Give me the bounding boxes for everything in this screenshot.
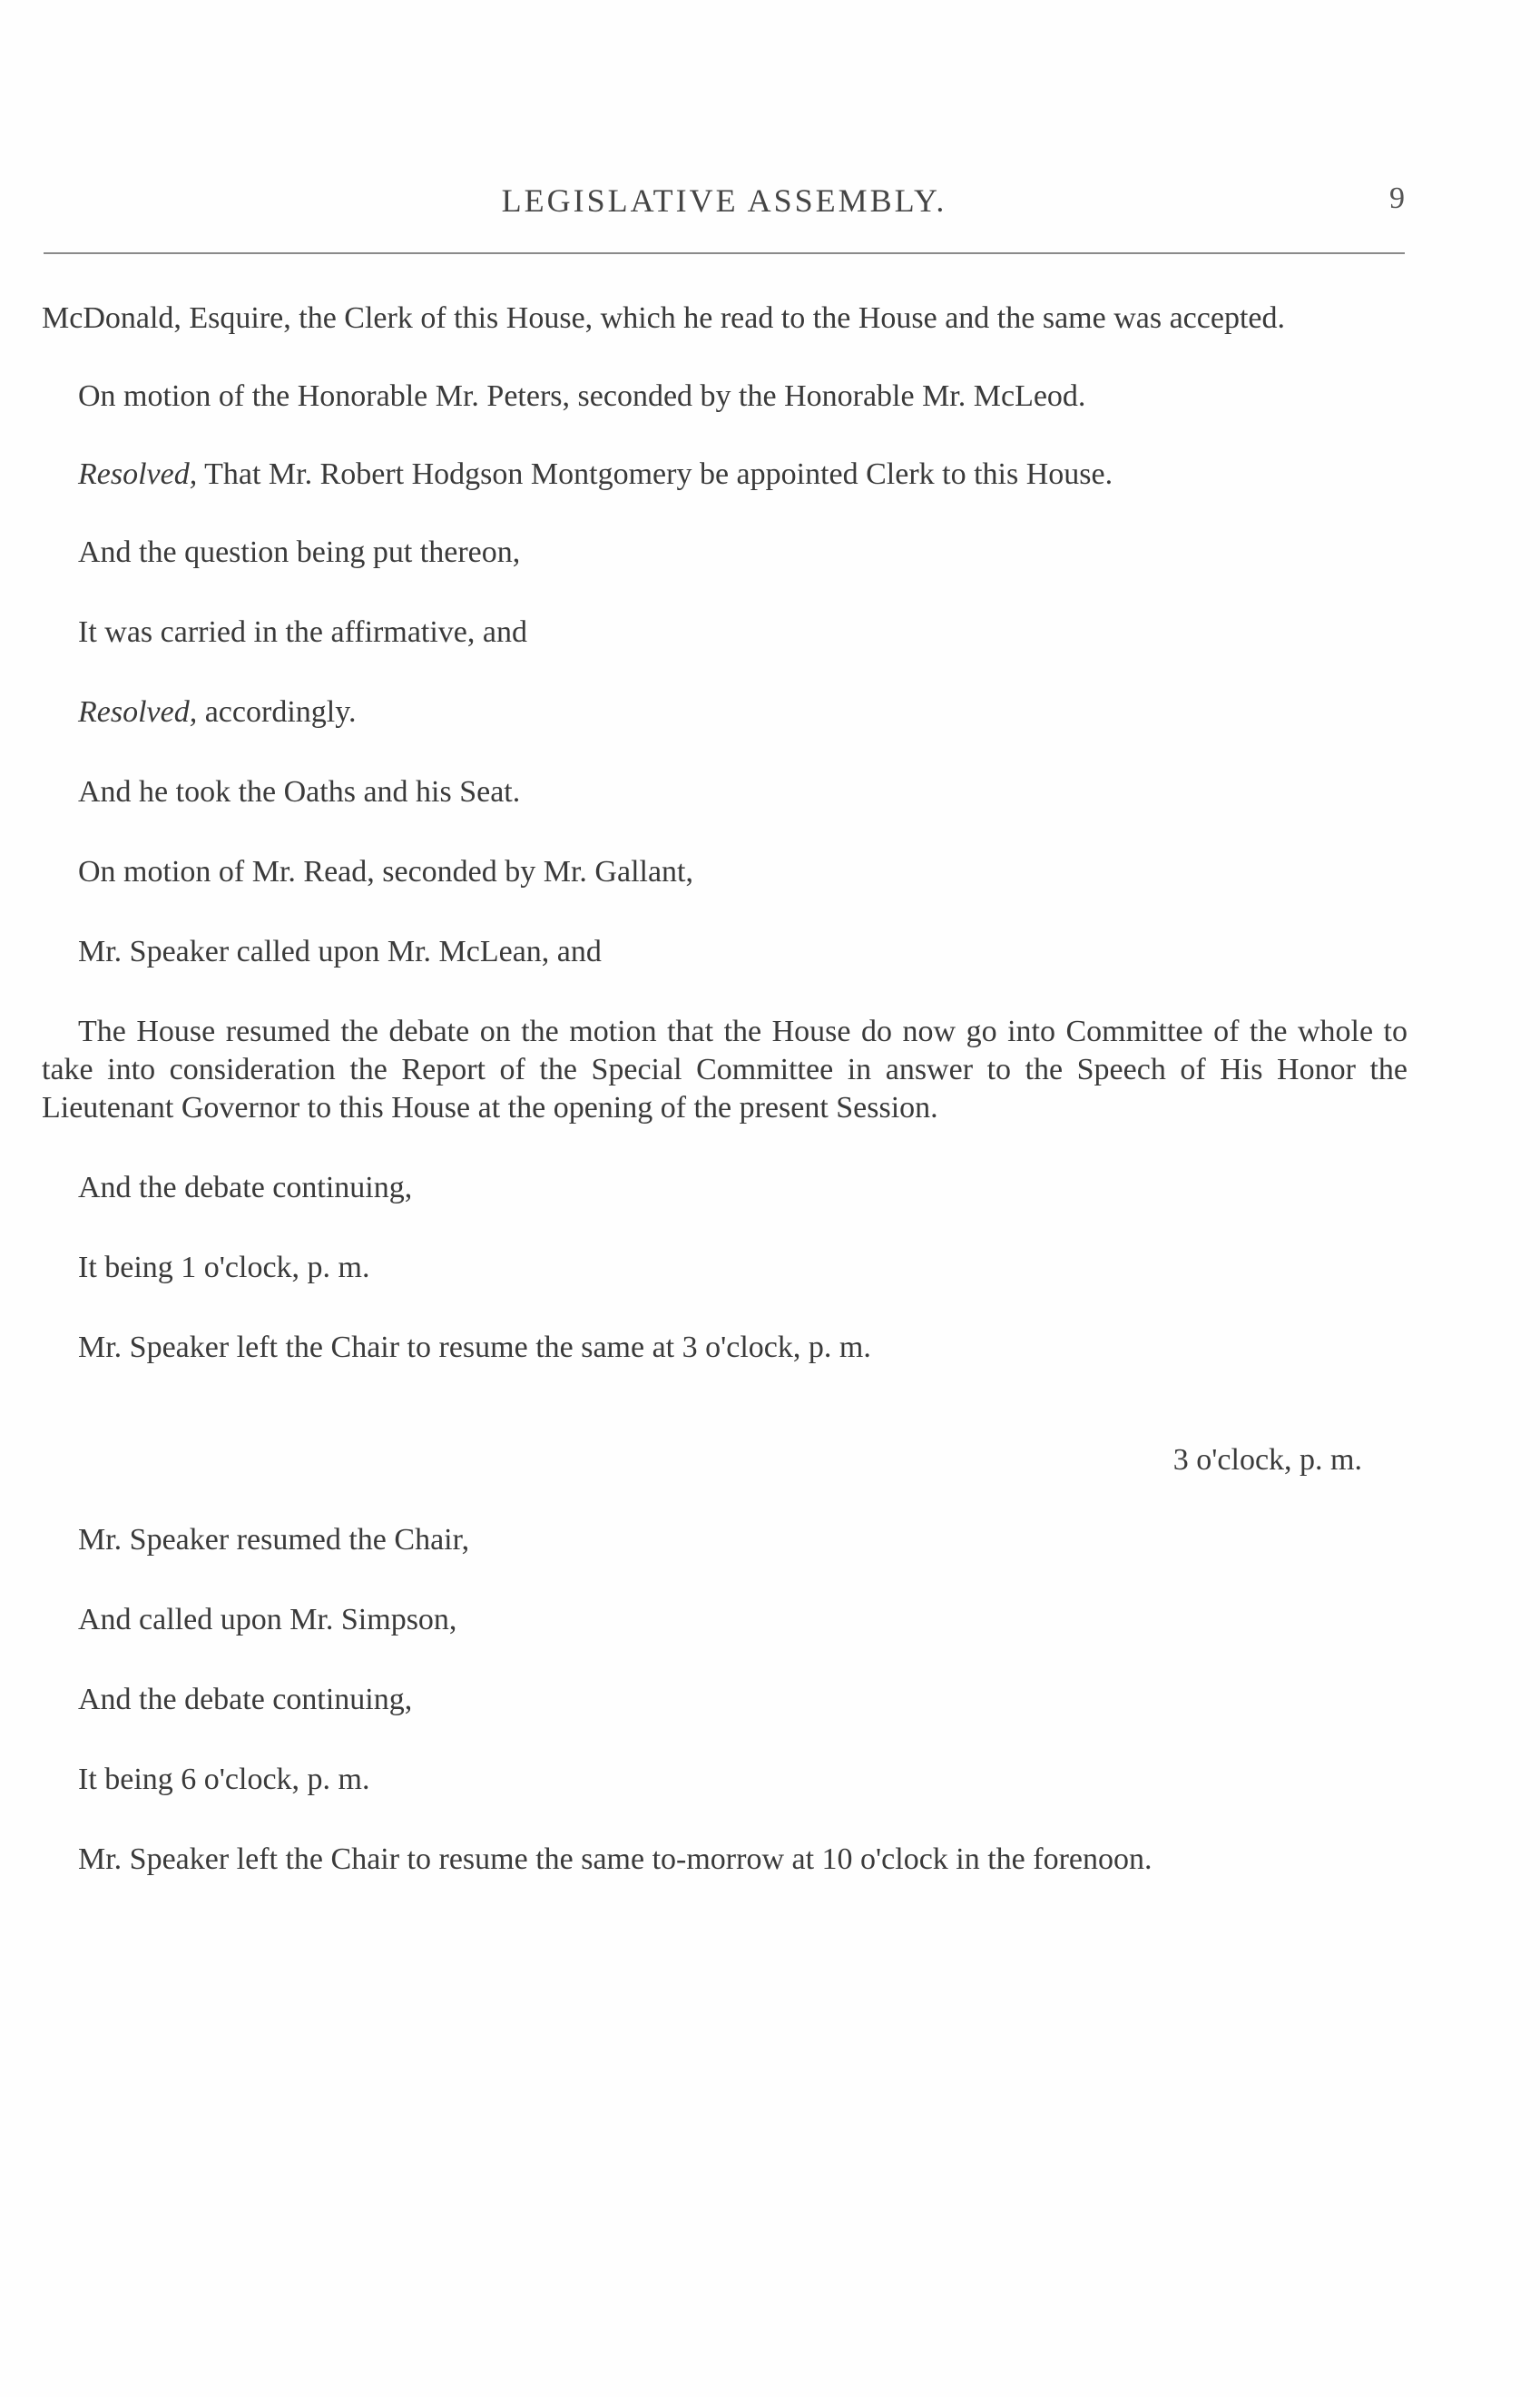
paragraph-adjournment: Mr. Speaker left the Chair to resume the same to-morrow at 10 o'clock in the forenoon. <box>78 1842 1153 1876</box>
paragraph-carried: It was carried in the affirmative, and <box>78 615 527 649</box>
resolved-text: accordingly. <box>197 695 357 729</box>
paragraph-speaker-left: Mr. Speaker left the Chair to resume the same at 3 o'clock, p. m. <box>78 1331 871 1364</box>
header-rule <box>44 252 1405 254</box>
paragraph-resolved-accordingly <box>42 693 1408 732</box>
paragraph-motion-read: On motion of Mr. Read, seconded by Mr. Gallant, <box>78 855 694 889</box>
paragraph-one-oclock: It being 1 o'clock, p. m. <box>78 1251 370 1284</box>
time-heading: 3 o'clock, p. m. <box>1172 1443 1362 1477</box>
page-number: 9 <box>1389 182 1405 215</box>
page-body <box>42 300 1408 1879</box>
resolved-label: Resolved, <box>78 695 198 729</box>
running-header <box>44 182 1405 232</box>
paragraph-speaker-resumed: Mr. Speaker resumed the Chair, <box>78 1523 470 1557</box>
resolved-text: That Mr. Robert Hodgson Montgomery be appointed Clerk to this House. <box>197 457 1113 491</box>
resolved-label: Resolved, <box>78 457 198 491</box>
paragraph-resolved-clerk <box>42 456 1408 494</box>
paragraph-speaker-mclean: Mr. Speaker called upon Mr. McLean, and <box>78 935 602 968</box>
paragraph-six-oclock: It being 6 o'clock, p. m. <box>78 1763 370 1796</box>
paragraph-motion-peters: On motion of the Honorable Mr. Peters, seconded by the Honorable Mr. McLeod. <box>78 379 1086 413</box>
paragraph-oaths: And he took the Oaths and his Seat. <box>78 775 521 809</box>
paragraph-question: And the question being put thereon, <box>78 535 521 569</box>
paragraph-called-simpson: And called upon Mr. Simpson, <box>78 1603 457 1636</box>
page-title: LEGISLATIVE ASSEMBLY. <box>501 182 947 219</box>
paragraph-continuation: McDonald, Esquire, the Clerk of this House, which he read to the House and the same was accepted. <box>42 301 1285 335</box>
paragraph-debate-resumed: The House resumed the debate on the motion that the House do now go into Committee of the whole to take into consideration the Report of the Special Committee in answer to the Speech of His Honor the Lieutenant Governor to this House at the opening of the present Session. <box>42 1015 1408 1125</box>
paragraph-debate-continuing: And the debate continuing, <box>78 1171 413 1204</box>
paragraph-debate-continuing: And the debate continuing, <box>78 1683 413 1716</box>
